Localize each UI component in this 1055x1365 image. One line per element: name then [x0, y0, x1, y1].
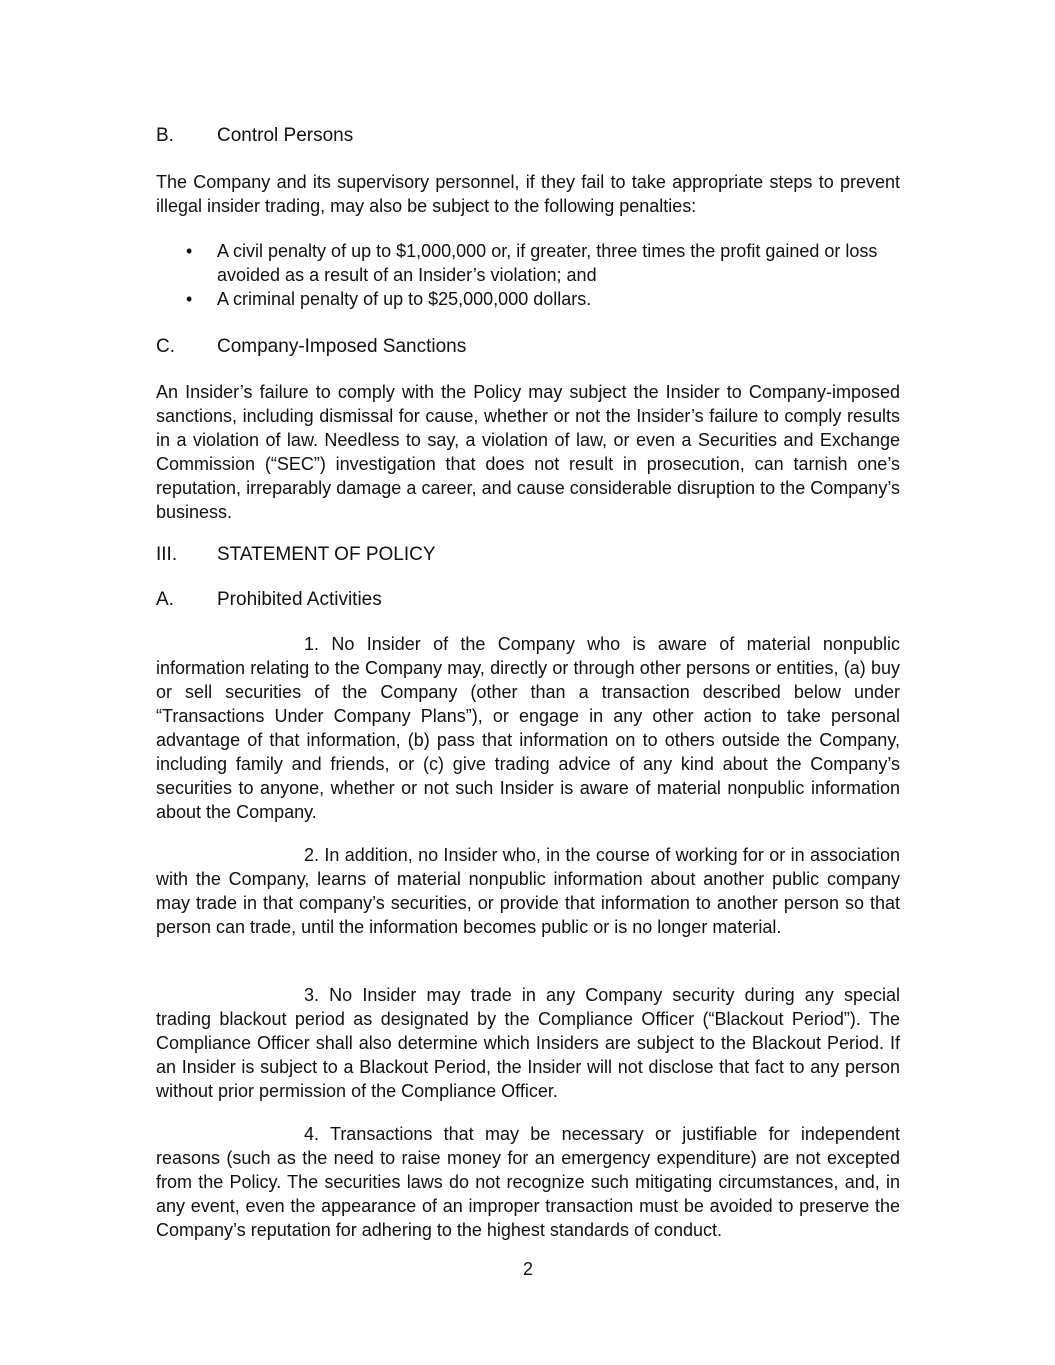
- section-a-number: A.: [156, 589, 174, 610]
- policy-paragraph-2: 2. In addition, no Insider who, in the course of working for or in association with the Company, learns of material nonpublic information about another public company may trade in that company’s securities, or provide that information to another person so that person can trade, until the information becomes public or is no longer material.: [156, 845, 900, 937]
- section-iii-heading: [156, 543, 436, 567]
- section-c-number: C.: [156, 336, 175, 357]
- section-c-body: An Insider’s failure to comply with the Policy may subject the Insider to Company-imposed sanctions, including dismissal for cause, whether or not the Insider’s failure to comply results in a violation of law. Needless to say, a violation of law, or even a Securities and Exchange Commission (“SEC”) investigation that does not result in prosecution, can tarnish one’s reputation, irreparably damage a career, and cause considerable disruption to the Company’s business.: [156, 382, 900, 522]
- section-iii-title: STATEMENT OF POLICY: [217, 544, 436, 565]
- section-c-title: Company-Imposed Sanctions: [217, 336, 467, 357]
- section-b-heading: [156, 124, 353, 148]
- section-a-heading: [156, 588, 382, 612]
- section-b-intro: The Company and its supervisory personnel, if they fail to take appropriate steps to prevent illegal insider trading, may also be subject to the following penalties:: [156, 172, 900, 216]
- section-iii-number: III.: [156, 544, 178, 565]
- policy-paragraph-1: 1. No Insider of the Company who is aware of material nonpublic information relating to the Company may, directly or through other persons or entities, (a) buy or sell securities of the Company (other than a transaction described below under “Transactions Under Company Plans”), or engage in any other action to take personal advantage of that information, (b) pass that information on to others outside the Company, including family and friends, or (c) give trading advice of any kind about the Company’s securities to anyone, whether or not such Insider is aware of material nonpublic information about the Company.: [156, 634, 900, 822]
- list-item: • A criminal penalty of up to $25,000,000 dollars.: [186, 289, 592, 309]
- bullet-icon: •: [186, 289, 193, 309]
- section-c-heading: [156, 335, 466, 359]
- section-a-title: Prohibited Activities: [217, 589, 382, 610]
- bullet-icon: •: [186, 241, 193, 261]
- policy-paragraph-3: 3. No Insider may trade in any Company security during any special trading blackout period as designated by the Compliance Officer (“Blackout Period”). The Compliance Officer shall also determine which Insiders are subject to the Blackout Period. If an Insider is subject to a Blackout Period, the Insider will not disclose that fact to any person without prior permission of the Compliance Officer.: [156, 985, 900, 1101]
- penalty-list: [156, 239, 900, 311]
- policy-paragraph-4: 4. Transactions that may be necessary or justifiable for independent reasons (such as the need to raise money for an emergency expenditure) are not excepted from the Policy. The securities laws do not recognize such mitigating circumstances, and, in any event, even the appearance of an improper transaction must be avoided to preserve the Company’s reputation for adhering to the highest standards of conduct.: [156, 1124, 900, 1240]
- section-b-number: B.: [156, 125, 174, 146]
- page-number: 2: [522, 1259, 533, 1279]
- list-item: • A civil penalty of up to $1,000,000 or, if greater, three times the profit gained or loss avoided as a result of an Insider’s violation; and: [186, 241, 878, 285]
- section-b-title: Control Persons: [217, 125, 354, 146]
